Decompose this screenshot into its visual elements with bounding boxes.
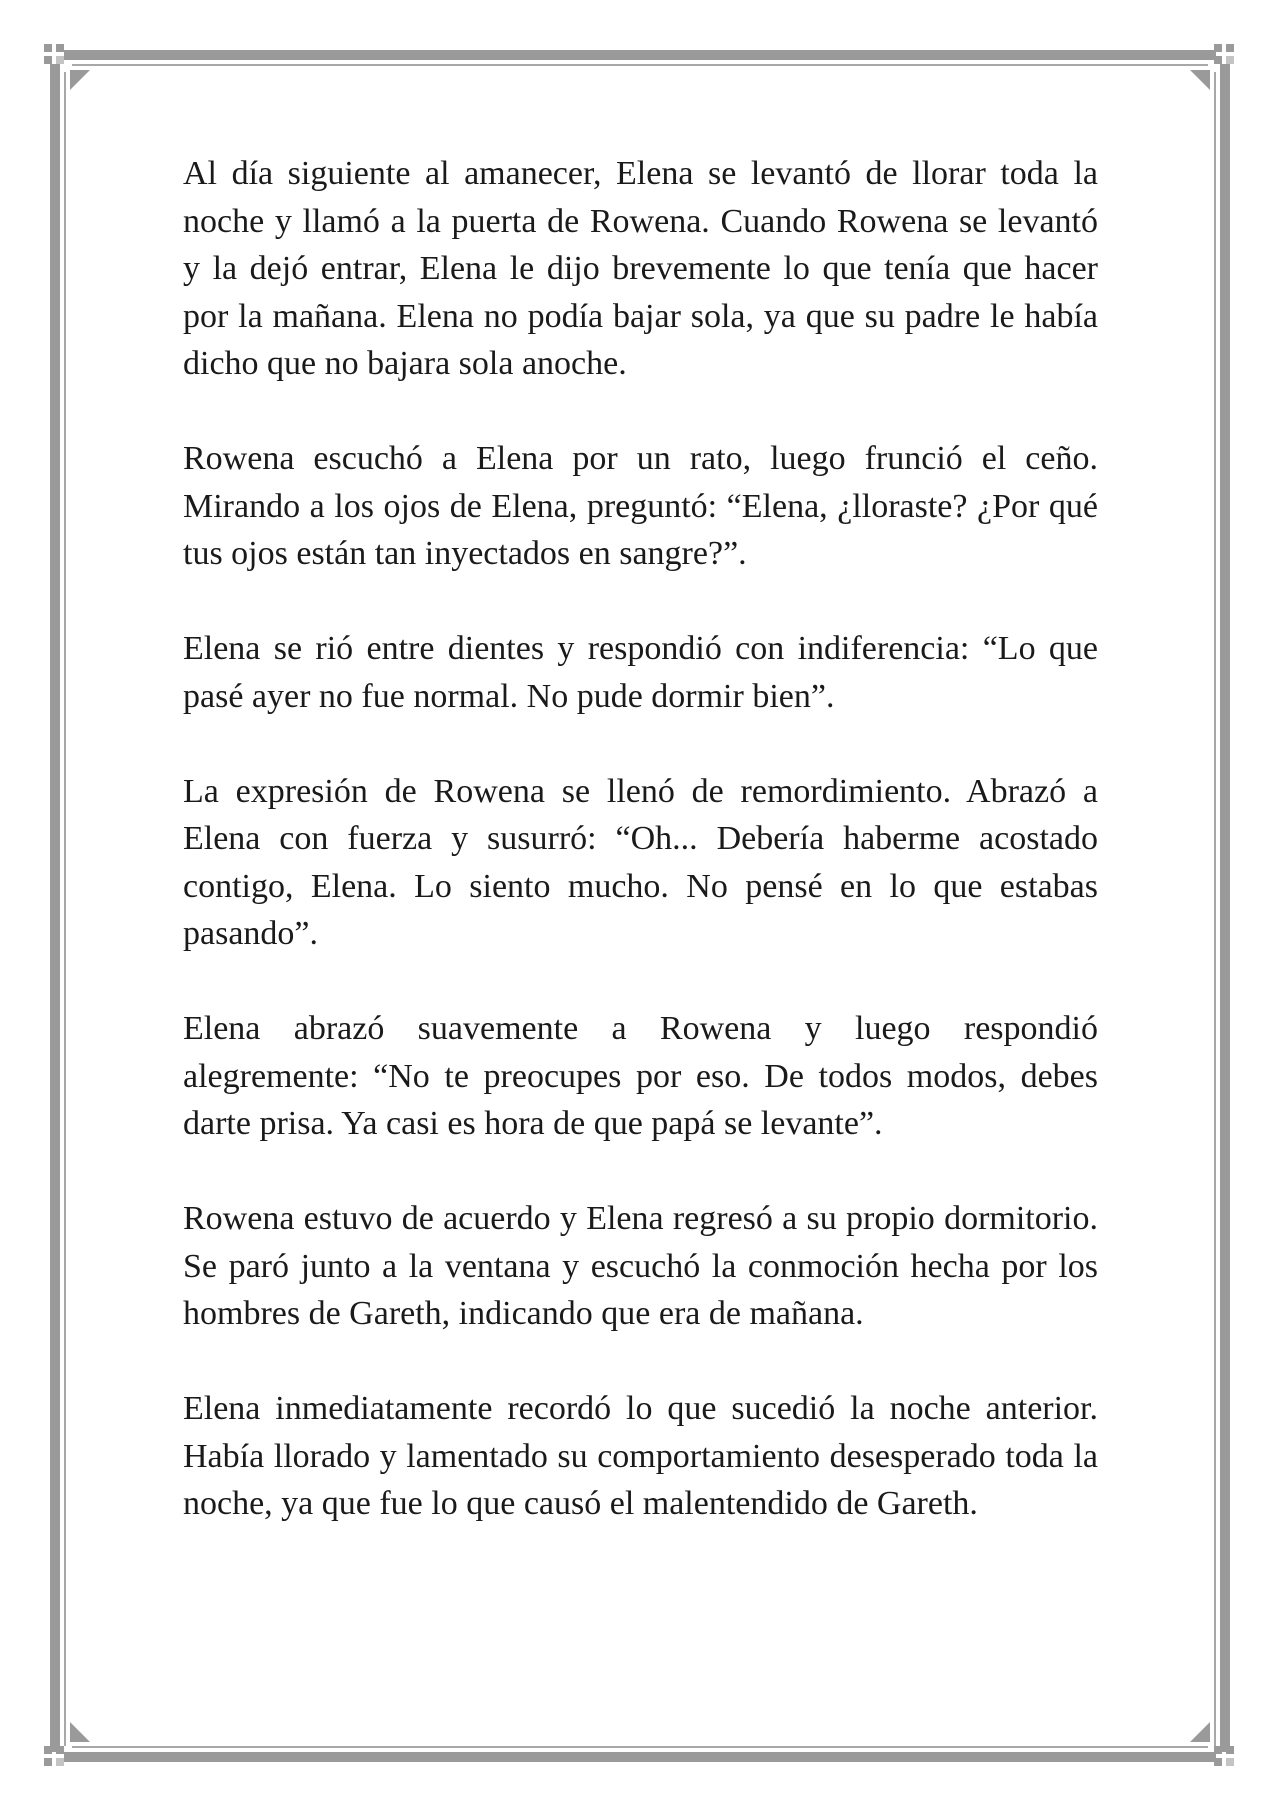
paragraph-7: Elena inmediatamente recordó lo que sucedió la noche anterior. Había llorado y lamentado su comportamiento desesperado toda la noche, ya que fue lo que causó el malentendido de Gareth. [183,1390,1098,1522]
frame-inner-right-line [1214,72,1216,1746]
page-body-text [183,150,1098,1528]
paragraph-4: La expresión de Rowena se llenó de remordimiento. Abrazó a Elena con fuerza y susurró: “Oh... Debería haberme acostado contigo, Elena. Lo siento mucho. No pensé en lo que estabas pasando”. [183,772,1098,952]
frame-left-border [50,64,60,1752]
frame-top-border [64,50,1216,60]
paragraph-2: Rowena escuchó a Elena por un rato, luego frunció el ceño. Mirando a los ojos de Elena, preguntó: “Elena, ¿lloraste? ¿Por qué tus ojos están tan inyectados en sangre?”. [183,440,1098,572]
paragraph-6: Rowena estuvo de acuerdo y Elena regresó a su propio dormitorio. Se paró junto a la ventana y escuchó la conmoción hecha por los hombres de Gareth, indicando que era de mañana. [183,1200,1098,1332]
frame-inner-top-line [72,64,1208,66]
corner-ornament-top-left [44,44,66,66]
paragraph-1: Al día siguiente al amanecer, Elena se levantó de llorar toda la noche y llamó a la puerta de Rowena. Cuando Rowena se levantó y la dejó entrar, Elena le dijo brevemente lo que tenía que hacer por la mañana. Elena no podía bajar sola, ya que su padre le había dicho que no bajara sola anoche. [183,155,1098,382]
frame-right-border [1220,64,1230,1752]
corner-triangle-top-right [1190,70,1210,90]
frame-inner-left-line [64,72,66,1746]
frame-bottom-border [64,1752,1216,1762]
frame-inner-bottom-line [72,1746,1208,1748]
corner-triangle-top-left [70,70,90,90]
corner-triangle-bottom-left [70,1722,90,1742]
corner-ornament-top-right [1214,44,1236,66]
corner-ornament-bottom-left [44,1746,66,1768]
paragraph-3: Elena se rió entre dientes y respondió con indiferencia: “Lo que pasé ayer no fue normal. No pude dormir bien”. [183,630,1098,715]
corner-ornament-bottom-right [1214,1746,1236,1768]
paragraph-5: Elena abrazó suavemente a Rowena y luego respondió alegremente: “No te preocupes por eso. De todos modos, debes darte prisa. Ya casi es hora de que papá se levante”. [183,1010,1098,1142]
corner-triangle-bottom-right [1190,1722,1210,1742]
